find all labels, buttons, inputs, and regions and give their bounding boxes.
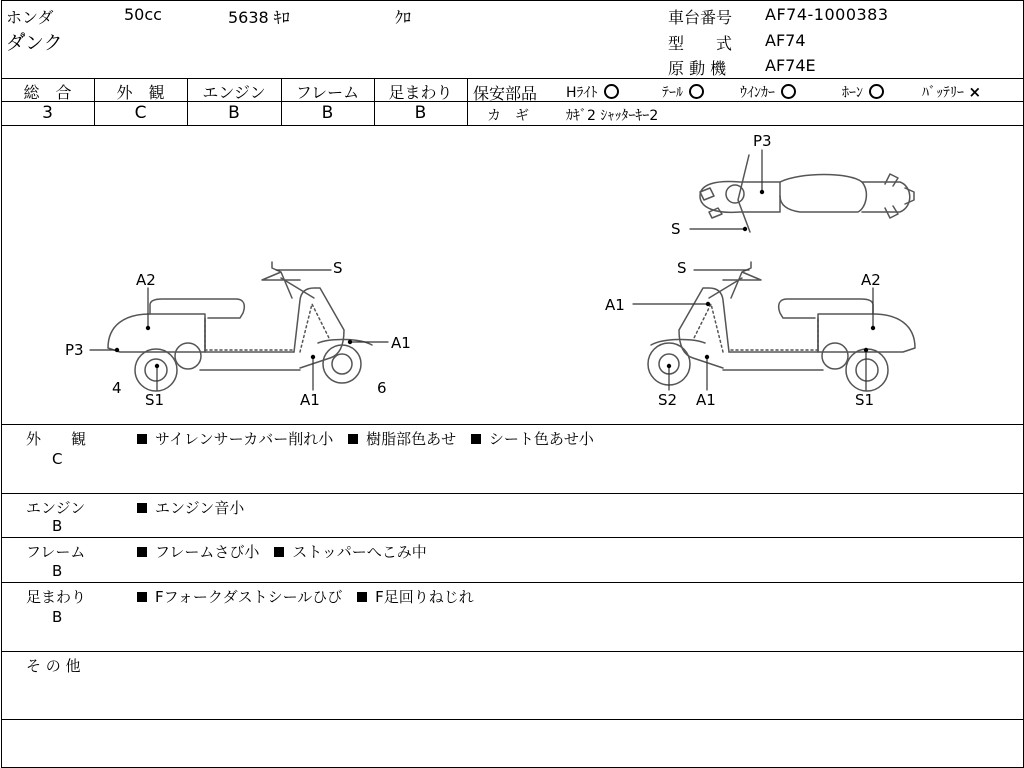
label-right-s: S bbox=[677, 259, 687, 277]
grade-frame-value: B bbox=[321, 103, 334, 123]
remark-engine-items bbox=[137, 497, 244, 518]
label-top-p3: P3 bbox=[753, 132, 772, 150]
remark-suspension-label: 足まわり bbox=[26, 588, 87, 606]
divider-remark-5 bbox=[1, 719, 1023, 720]
divider-remark-1 bbox=[1, 493, 1023, 494]
bullet-icon bbox=[357, 592, 367, 602]
label-left-a1-front: A1 bbox=[391, 334, 411, 352]
label-right-a2: A2 bbox=[861, 271, 881, 289]
label-right-a1: A1 bbox=[696, 391, 716, 409]
label-left-s1: S1 bbox=[145, 391, 165, 409]
bullet-icon bbox=[274, 547, 284, 557]
key-value: ｶｷﾞ2 ｼｬｯﾀｰｷｰ2 bbox=[566, 108, 659, 124]
grade-overall-value: 3 bbox=[42, 103, 53, 123]
battery-ng-icon: × bbox=[968, 83, 982, 101]
remark-item: 樹脂部色あせ bbox=[366, 430, 457, 448]
key-label: カ ギ bbox=[487, 108, 529, 124]
safety-battery-label: ﾊﾞｯﾃﾘｰ bbox=[922, 85, 964, 101]
label-left-4: 4 bbox=[112, 379, 122, 397]
safety-horn-label: ﾎｰﾝ bbox=[842, 85, 863, 101]
remark-item: サイレンサーカバー削れ小 bbox=[155, 430, 334, 448]
remark-exterior-items bbox=[137, 428, 594, 449]
chassis-value: AF74-1000383 bbox=[765, 5, 889, 24]
bullet-icon bbox=[137, 547, 147, 557]
remark-frame-grade: B bbox=[52, 562, 63, 580]
grade-engine-value: B bbox=[228, 103, 240, 123]
grade-exterior-value: C bbox=[134, 103, 147, 123]
divider-remark-3 bbox=[1, 582, 1023, 583]
label-right-s2: S2 bbox=[658, 391, 678, 409]
remark-frame-label: フレーム bbox=[26, 543, 86, 561]
grade-suspension-value: B bbox=[414, 103, 427, 123]
model-name: ダ゚ンク bbox=[6, 32, 63, 54]
remark-engine-grade: B bbox=[52, 517, 63, 535]
displacement: 50cc bbox=[124, 5, 162, 24]
divider-remark-2 bbox=[1, 537, 1023, 538]
grade-suspension-label: 足まわり bbox=[388, 83, 453, 102]
engine-label: 原 動 機 bbox=[668, 59, 727, 78]
remark-exterior-label: 外 観 bbox=[26, 430, 87, 448]
remark-item: Fフォークダストシールひび bbox=[155, 588, 343, 606]
bullet-icon bbox=[471, 434, 481, 444]
label-top-s: S bbox=[671, 220, 681, 238]
grade-engine-label: エンジン bbox=[202, 83, 266, 102]
grade-frame-label: フレーム bbox=[295, 83, 360, 102]
label-left-a1: A1 bbox=[300, 391, 320, 409]
divider-diagram bbox=[1, 424, 1023, 425]
chassis-label: 車台番号 bbox=[668, 8, 733, 27]
remark-item: シート色あせ小 bbox=[488, 430, 594, 448]
remark-item: ストッパーへこみ中 bbox=[292, 543, 427, 561]
remark-item: フレームさび小 bbox=[155, 543, 260, 561]
bullet-icon bbox=[137, 592, 147, 602]
bullet-icon bbox=[137, 503, 147, 513]
label-left-s: S bbox=[333, 259, 343, 277]
remark-exterior-grade: C bbox=[52, 450, 63, 468]
color: ｸﾛ bbox=[395, 8, 412, 27]
grade-exterior-label: 外 観 bbox=[116, 83, 165, 102]
remark-suspension-items bbox=[137, 586, 474, 607]
bullet-icon bbox=[348, 434, 358, 444]
engine-value: AF74E bbox=[765, 56, 816, 75]
label-right-a1-top: A1 bbox=[605, 296, 625, 314]
divider-remark-4 bbox=[1, 651, 1023, 652]
grade-overall-label: 総 合 bbox=[23, 83, 72, 102]
safety-headlight-label: Hﾗｲﾄ bbox=[566, 85, 598, 101]
scooter-top-view bbox=[700, 155, 914, 232]
bullet-icon bbox=[137, 434, 147, 444]
remark-frame-items bbox=[137, 541, 427, 562]
type-label: 型 式 bbox=[668, 34, 733, 53]
remark-other-label: そ の 他 bbox=[26, 657, 81, 675]
label-left-a2: A2 bbox=[136, 271, 156, 289]
remark-item: エンジン音小 bbox=[155, 499, 245, 517]
safety-tail-label: ﾃｰﾙ bbox=[662, 85, 683, 101]
mileage: 5638 ｷﾛ bbox=[228, 8, 290, 27]
safety-winker-label: ｳｲﾝｶｰ bbox=[740, 85, 775, 101]
label-right-s1: S1 bbox=[855, 391, 875, 409]
label-left-6: 6 bbox=[377, 379, 387, 397]
remark-item: F足回りねじれ bbox=[375, 588, 474, 606]
type-value: AF74 bbox=[765, 31, 806, 50]
label-left-p3: P3 bbox=[65, 341, 84, 359]
maker: ホンダ bbox=[6, 8, 54, 27]
remark-engine-label: エンジン bbox=[26, 499, 86, 517]
safety-title: 保安部品 bbox=[473, 84, 538, 103]
remark-suspension-grade: B bbox=[52, 608, 63, 626]
